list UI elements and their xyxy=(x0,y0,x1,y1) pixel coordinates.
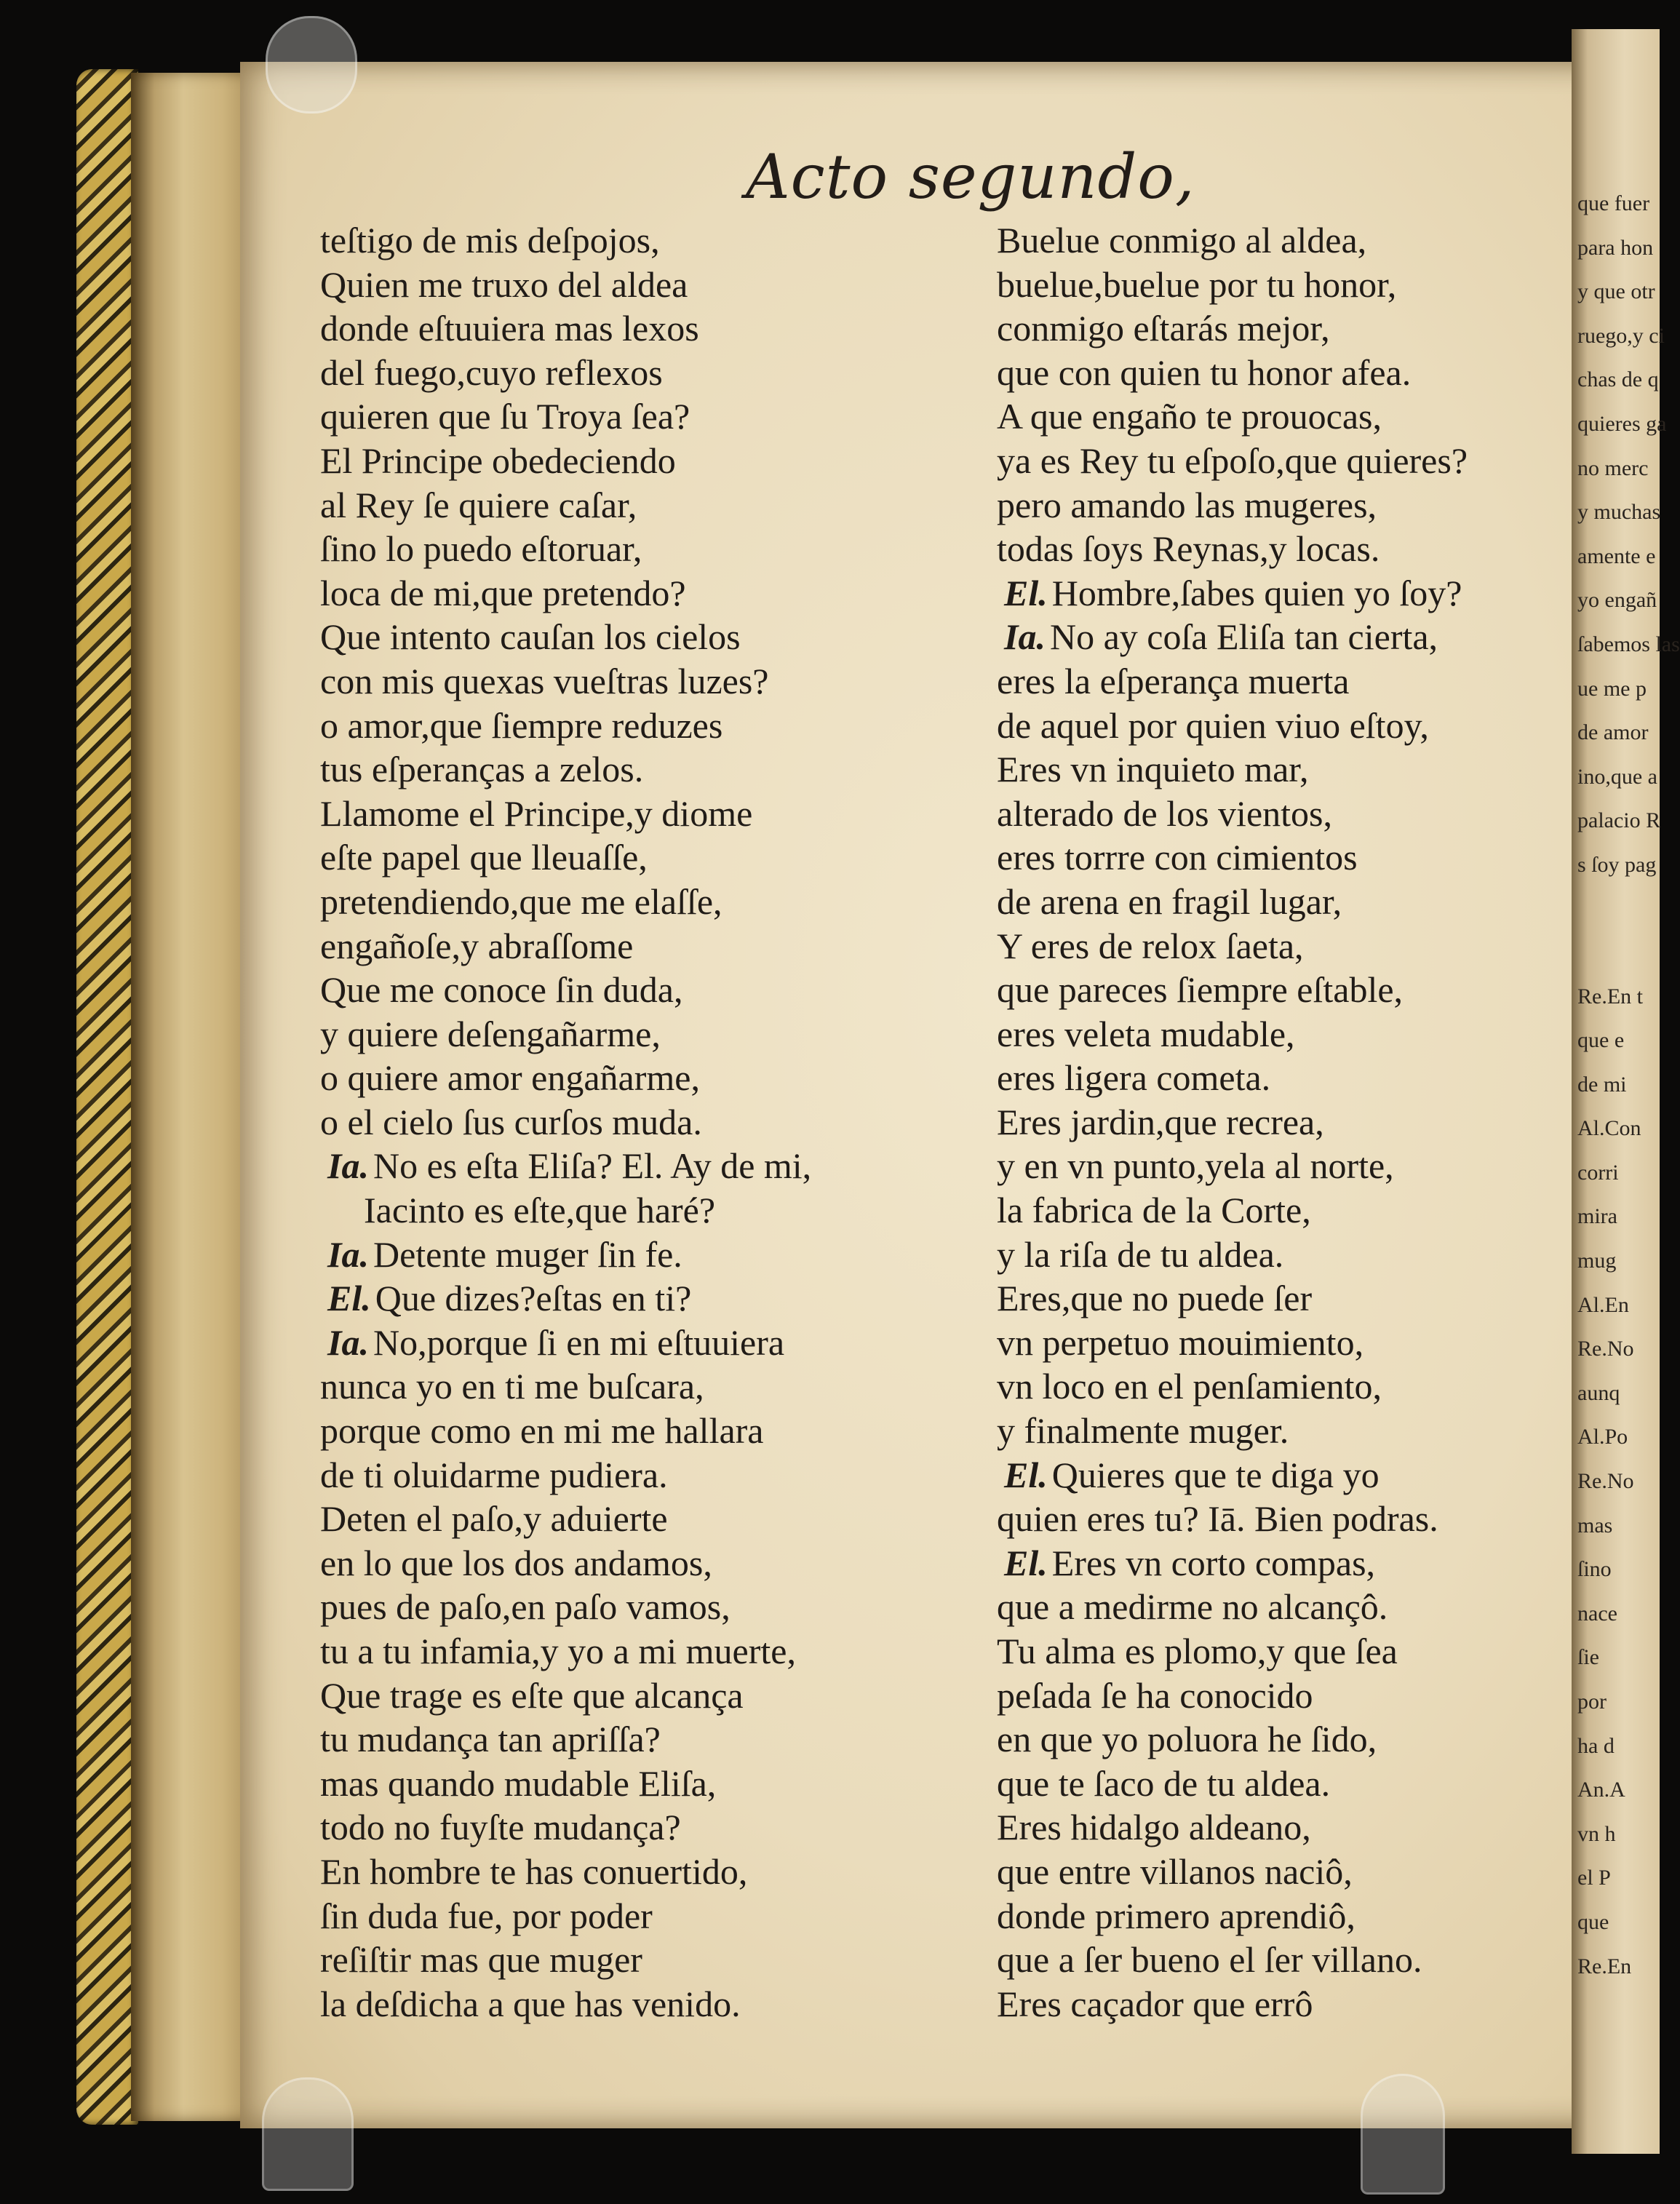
gilt-book-edge xyxy=(76,69,138,2125)
verse-text: Llamome el Principe,y diome xyxy=(320,792,753,834)
verse-text: Eres jardin,que recrea, xyxy=(997,1101,1324,1142)
verse-line xyxy=(997,1805,1579,1850)
fragment-text: chas de q xyxy=(1577,367,1659,392)
verse-text: A que engaño te prouocas, xyxy=(997,396,1382,437)
verse-line xyxy=(320,1850,924,1894)
verse-text: donde eſtuuiera mas lexos xyxy=(320,308,699,349)
speaker-label: El. xyxy=(1004,1542,1048,1583)
verse-line xyxy=(997,439,1579,483)
verse-line xyxy=(997,351,1579,395)
verse-line xyxy=(320,1276,924,1321)
verse-line xyxy=(320,1717,924,1762)
verse-line xyxy=(320,1453,924,1497)
fragment-text: Re.En t xyxy=(1577,984,1643,1008)
verse-text: de arena en fragil lugar, xyxy=(997,880,1342,922)
verse-text: Eres vn corto compas, xyxy=(1051,1542,1376,1583)
fragment-text: que e xyxy=(1577,1028,1625,1053)
verse-text: del fuego,cuyo reflexos xyxy=(320,351,663,393)
verse-line xyxy=(997,527,1579,571)
verse-text: vn perpetuo mouimiento, xyxy=(997,1321,1364,1363)
verse-line xyxy=(320,835,924,880)
verse-line xyxy=(997,1321,1579,1365)
fragment-text: mas xyxy=(1577,1513,1613,1537)
verse-line xyxy=(997,1276,1579,1321)
verse-text: y quiere deſengañarme, xyxy=(320,1013,661,1054)
verse-text: reſiſtir mas que muger xyxy=(320,1939,642,1981)
verse-text: quien eres tu? Iā. Bien podras. xyxy=(997,1498,1438,1540)
fragment-text: yo engañ xyxy=(1577,588,1657,613)
fragment-text: mug xyxy=(1577,1249,1617,1273)
verse-line xyxy=(320,1321,924,1365)
verse-line xyxy=(997,1100,1579,1145)
verse-line xyxy=(320,747,924,792)
verse-text: nunca yo en ti me buſcara, xyxy=(320,1366,704,1407)
verse-text: todo no fuyſte mudança? xyxy=(320,1807,681,1848)
verse-text: que con quien tu honor afea. xyxy=(997,351,1412,393)
verse-line xyxy=(997,1453,1579,1497)
next-page-fragments xyxy=(1577,182,1680,1989)
fragment-text: mira xyxy=(1577,1204,1617,1229)
verse-text: la fabrica de la Corte, xyxy=(997,1190,1311,1231)
verse-line xyxy=(320,394,924,439)
verse-text: Quieres que te diga yo xyxy=(1051,1454,1380,1495)
verse-line xyxy=(997,218,1579,263)
verse-line xyxy=(320,218,924,263)
verse-text: Y eres de relox ſaeta, xyxy=(997,925,1304,966)
verse-line xyxy=(320,1188,924,1233)
page-clip-top xyxy=(266,16,357,114)
verse-line xyxy=(997,880,1579,924)
verse-line xyxy=(997,1144,1579,1188)
verse-text: que a medirme no alcançô. xyxy=(997,1586,1388,1628)
verse-text: o el cielo ſus curſos muda. xyxy=(320,1101,702,1142)
verse-line xyxy=(320,1629,924,1674)
verse-line xyxy=(997,1188,1579,1233)
verse-text: la deſdicha a que has venido. xyxy=(320,1983,741,2024)
verse-text: que entre villanos naciô, xyxy=(997,1850,1353,1892)
verse-line xyxy=(997,1233,1579,1277)
verse-line xyxy=(997,1629,1579,1674)
verse-line xyxy=(997,1674,1579,1718)
verse-text: de aquel por quien viuo eſtoy, xyxy=(997,704,1429,746)
verse-text: Que dizes?eſtas en ti? xyxy=(375,1278,692,1319)
fragment-text: ruego,y ci xyxy=(1577,323,1665,348)
verse-line xyxy=(997,1717,1579,1762)
fragment-text: y muchas xyxy=(1577,500,1661,525)
speaker-label: El. xyxy=(327,1278,371,1319)
verse-line xyxy=(997,1541,1579,1586)
verse-line xyxy=(320,527,924,571)
verse-text: que pareces ſiempre eſtable, xyxy=(997,969,1404,1011)
verse-text: eres ligera cometa. xyxy=(997,1057,1271,1099)
verse-text: y finalmente muger. xyxy=(997,1410,1289,1452)
verse-text: al Rey ſe quiere caſar, xyxy=(320,484,637,525)
fragment-text: ino,que a xyxy=(1577,764,1657,789)
fragment-text: nace xyxy=(1577,1601,1617,1626)
verse-text: tu mudança tan apriſſa? xyxy=(320,1719,661,1760)
verse-text: en que yo poluora he ſido, xyxy=(997,1719,1377,1760)
speaker-label: Ia. xyxy=(327,1321,369,1363)
verse-text: No,porque ſi en mi eſtuuiera xyxy=(373,1321,785,1363)
verse-text: Eres hidalgo aldeano, xyxy=(997,1807,1311,1848)
verse-text: ya es Rey tu eſpoſo,que quieres? xyxy=(997,439,1468,481)
verse-line xyxy=(997,1938,1579,1982)
verse-text: eres la eſperança muerta xyxy=(997,660,1350,701)
verse-text: ſino lo puedo eſtoruar, xyxy=(320,528,642,570)
verse-text: o amor,que ſiempre reduzes xyxy=(320,704,723,746)
fragment-text: s ſoy pag xyxy=(1577,852,1657,877)
verse-line xyxy=(320,1982,924,2026)
fragment-text: ſabemos las xyxy=(1577,632,1680,656)
verse-text: con mis quexas vueſtras luzes? xyxy=(320,660,769,701)
fragment-text: Re.No xyxy=(1577,1469,1634,1494)
verse-line xyxy=(320,439,924,483)
fragment-text: Al.Po xyxy=(1577,1425,1628,1449)
verse-text: eſte papel que lleuaſſe, xyxy=(320,837,648,878)
verse-text: eres veleta mudable, xyxy=(997,1013,1295,1054)
verse-line xyxy=(320,1409,924,1453)
fragment-text: no merc xyxy=(1577,455,1649,480)
verse-text: buelue,buelue por tu honor, xyxy=(997,263,1397,305)
verse-line xyxy=(320,1144,924,1188)
verse-line xyxy=(320,1100,924,1145)
fragment-gap xyxy=(1577,888,1660,975)
verse-text: vn loco en el penſamiento, xyxy=(997,1366,1382,1407)
verse-line xyxy=(320,571,924,616)
fragment-text: Al.En xyxy=(1577,1292,1629,1317)
fragment-text: ha d xyxy=(1577,1733,1615,1758)
verse-text: Que me conoce ſin duda, xyxy=(320,969,683,1011)
verse-line xyxy=(320,1056,924,1100)
verse-line xyxy=(997,1894,1579,1938)
verse-line xyxy=(997,1409,1579,1453)
verse-text: Deten el paſo,y aduierte xyxy=(320,1498,668,1540)
verse-text: Buelue conmigo al aldea, xyxy=(997,220,1367,260)
verse-line xyxy=(320,1674,924,1718)
verse-line xyxy=(997,1056,1579,1100)
fragment-text: de mi xyxy=(1577,1072,1627,1097)
verse-line xyxy=(997,1762,1579,1806)
speaker-label: Ia. xyxy=(1004,616,1046,658)
verse-text: pero amando las mugeres, xyxy=(997,484,1377,525)
verse-line xyxy=(997,1585,1579,1629)
verse-text: No ay coſa Eliſa tan cierta, xyxy=(1049,616,1438,658)
running-header: Acto segundo, xyxy=(746,141,1195,212)
verse-line xyxy=(997,306,1579,351)
verse-line xyxy=(997,483,1579,528)
verse-text: que a ſer bueno el ſer villano. xyxy=(997,1939,1422,1981)
verse-text: Eres,que no puede ſer xyxy=(997,1278,1313,1319)
verse-line xyxy=(320,615,924,659)
verse-line xyxy=(320,1938,924,1982)
verse-line xyxy=(320,924,924,968)
verse-line xyxy=(997,1850,1579,1894)
verse-text: porque como en mi me hallara xyxy=(320,1410,764,1452)
verse-line xyxy=(320,880,924,924)
speaker-label: Ia. xyxy=(327,1233,369,1275)
verse-text: Hombre,ſabes quien yo ſoy? xyxy=(1051,572,1462,613)
verse-text: peſada ſe ha conocido xyxy=(997,1674,1313,1716)
verse-line xyxy=(320,1012,924,1057)
verse-line xyxy=(320,1541,924,1586)
verse-line xyxy=(320,1585,924,1629)
fragment-text: y que otr xyxy=(1577,279,1655,304)
verse-text: que te ſaco de tu aldea. xyxy=(997,1762,1331,1804)
verse-line xyxy=(320,1894,924,1938)
verse-line xyxy=(997,924,1579,968)
fragment-text: An.A xyxy=(1577,1778,1625,1802)
verse-text: pretendiendo,que me elaſſe, xyxy=(320,880,722,922)
verse-text: pues de paſo,en paſo vamos, xyxy=(320,1586,730,1628)
verse-line xyxy=(997,704,1579,748)
verse-line xyxy=(997,1364,1579,1409)
fragment-text: ſino xyxy=(1577,1557,1612,1582)
fragment-text: vn h xyxy=(1577,1821,1616,1846)
verse-text: En hombre te has conuertido, xyxy=(320,1850,748,1892)
verse-line xyxy=(997,792,1579,836)
verse-line xyxy=(320,1364,924,1409)
fragment-text: el P xyxy=(1577,1866,1611,1890)
fragment-text: ue me p xyxy=(1577,676,1647,701)
fragment-text: para hon xyxy=(1577,235,1654,260)
verse-text: El Principe obedeciendo xyxy=(320,439,676,481)
verse-text: teſtigo de mis deſpojos, xyxy=(320,220,660,260)
verse-text: conmigo eſtarás mejor, xyxy=(997,308,1330,349)
verse-text: Tu alma es plomo,y que ſea xyxy=(997,1631,1398,1671)
verse-line xyxy=(320,1233,924,1277)
fragment-text: amente e xyxy=(1577,544,1656,568)
verse-line xyxy=(320,659,924,704)
verse-line xyxy=(320,792,924,836)
fragment-text: corri xyxy=(1577,1160,1619,1185)
verse-text: Detente muger ſin fe. xyxy=(373,1233,682,1275)
verse-text: engañoſe,y abraſſome xyxy=(320,925,634,966)
verse-line xyxy=(320,1497,924,1541)
verse-line xyxy=(320,351,924,395)
verse-text: y la riſa de tu aldea. xyxy=(997,1233,1284,1275)
verse-line xyxy=(997,263,1579,307)
verse-text: o quiere amor engañarme, xyxy=(320,1057,700,1099)
verse-line xyxy=(997,747,1579,792)
fragment-text: aunq xyxy=(1577,1380,1620,1405)
verse-text: alterado de los vientos, xyxy=(997,792,1332,834)
verse-text: Que trage es eſte que alcança xyxy=(320,1674,744,1716)
speaker-label: El. xyxy=(1004,572,1048,613)
fragment-text: ſie xyxy=(1577,1645,1599,1670)
verse-text: tus eſperanças a zelos. xyxy=(320,749,644,790)
verse-text: de ti oluidarme pudiera. xyxy=(320,1454,668,1495)
verse-text: Iacinto es eſte,que haré? xyxy=(364,1190,716,1231)
fragment-text: por xyxy=(1577,1690,1607,1714)
verse-text: donde primero aprendiô, xyxy=(997,1895,1355,1936)
verse-line xyxy=(997,1497,1579,1541)
verse-line xyxy=(997,835,1579,880)
verse-line xyxy=(320,1805,924,1850)
verse-text: mas quando mudable Eliſa, xyxy=(320,1762,717,1804)
verse-text: quieren que ſu Troya ſea? xyxy=(320,396,690,437)
verse-text: loca de mi,que pretendo? xyxy=(320,572,686,613)
verse-text: No es eſta Eliſa? El. Ay de mi, xyxy=(373,1145,812,1187)
fragment-text: palacio R xyxy=(1577,808,1661,833)
verse-line xyxy=(320,483,924,528)
fragment-text: que fuer xyxy=(1577,191,1650,215)
speaker-label: El. xyxy=(1004,1454,1048,1495)
page-clip-bottom-left xyxy=(262,2077,354,2191)
verse-text: Quien me truxo del aldea xyxy=(320,263,688,305)
verse-line xyxy=(997,615,1579,659)
verse-line xyxy=(320,704,924,748)
verse-text: y en vn punto,yela al norte, xyxy=(997,1145,1394,1187)
verse-line xyxy=(997,394,1579,439)
verse-line xyxy=(997,1982,1579,2026)
fragment-text: Al.Con xyxy=(1577,1116,1641,1141)
right-verse-column xyxy=(997,218,1579,2026)
verse-text: tu a tu infamia,y yo a mi muerte, xyxy=(320,1631,796,1671)
page-clip-bottom-right xyxy=(1361,2074,1445,2195)
verse-text: ſin duda fue, por poder xyxy=(320,1895,653,1936)
verse-text: en lo que los dos andamos, xyxy=(320,1542,712,1583)
left-verse-column xyxy=(320,218,924,2026)
verse-line xyxy=(320,968,924,1012)
verse-line xyxy=(320,1762,924,1806)
fragment-text: Re.En xyxy=(1577,1954,1632,1978)
verse-text: Que intento cauſan los cielos xyxy=(320,616,741,658)
verse-text: Eres vn inquieto mar, xyxy=(997,749,1309,790)
verse-line xyxy=(997,1012,1579,1057)
fragment-text: quieres ga xyxy=(1577,411,1667,436)
verse-line xyxy=(320,263,924,307)
fragment-text: Re.No xyxy=(1577,1337,1634,1361)
verse-line xyxy=(997,571,1579,616)
verse-line xyxy=(997,659,1579,704)
verse-text: Eres caçador que errô xyxy=(997,1983,1313,2024)
fragment-text: de amor xyxy=(1577,720,1649,745)
verse-text: todas ſoys Reynas,y locas. xyxy=(997,528,1380,570)
speaker-label: Ia. xyxy=(327,1145,369,1187)
fragment-text: que xyxy=(1577,1909,1609,1934)
verse-line xyxy=(997,968,1579,1012)
verse-line xyxy=(320,306,924,351)
verse-text: eres torrre con cimientos xyxy=(997,837,1358,878)
